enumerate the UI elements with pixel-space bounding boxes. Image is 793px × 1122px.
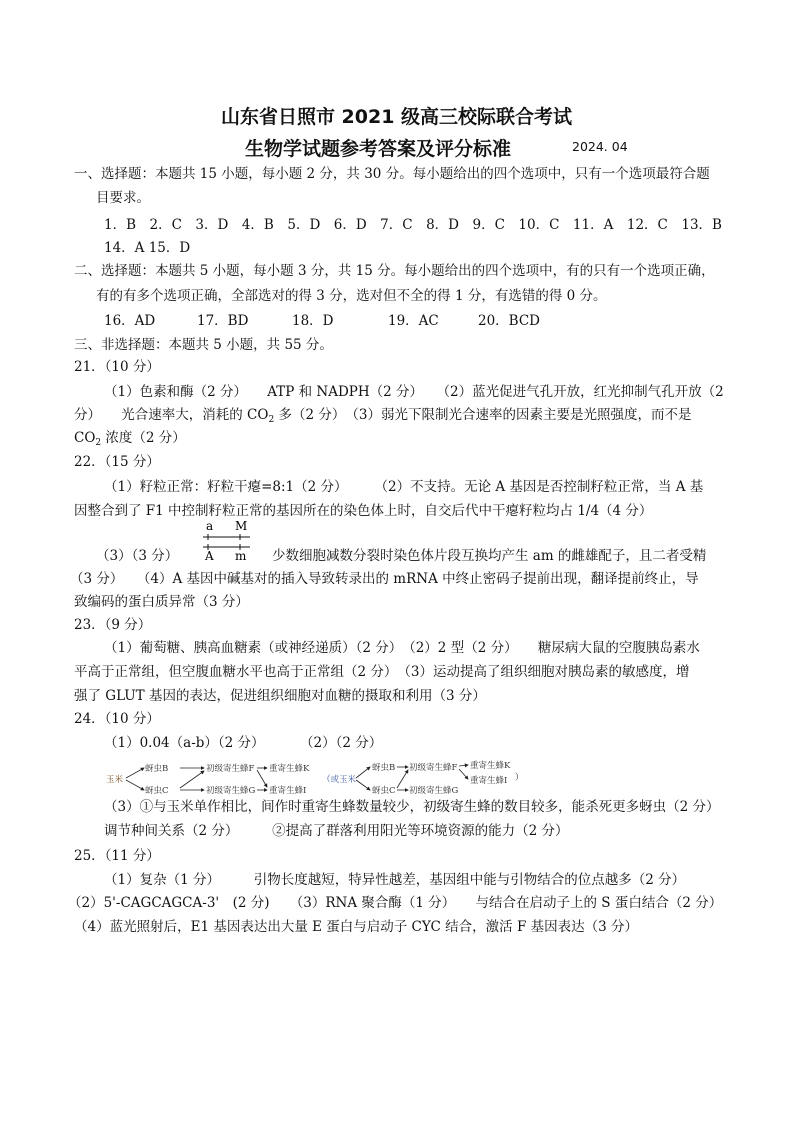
node-hyper-i: 重寄生蜂I bbox=[470, 776, 508, 786]
part1-answers-cont: 14．A 15．D bbox=[104, 240, 191, 256]
node-aphid-c: 蚜虫C bbox=[145, 786, 169, 796]
q23-title: 23．（9 分） bbox=[74, 617, 152, 633]
node-wasp-g: 初级寄生蜂G bbox=[206, 786, 256, 796]
arrow bbox=[126, 780, 144, 790]
arrow bbox=[356, 767, 370, 778]
q21-line3-a: CO bbox=[74, 430, 96, 446]
q24-line3: 调节种间关系（2 分） ②提高了群落利用阳光等环境资源的能力（2 分） bbox=[104, 823, 569, 839]
q21-line2 bbox=[74, 406, 691, 424]
part1-heading-cont: 目要求。 bbox=[96, 190, 150, 206]
q21-line3-b: 浓度（2 分） bbox=[101, 430, 186, 446]
q25-line3: （4）蓝光照射后，E1 基因表达出大量 E 蛋白与启动子 CYC 结合，激活 F 基因表达（3 分） bbox=[74, 919, 639, 935]
q22-line1: （1）籽粒正常：籽粒干瘪=8:1（2 分） （2）不支持。无论 A 基因是否控制籽粒正常，当 A 基 bbox=[104, 479, 704, 495]
q23-line1: （1）葡萄糖、胰高血糖素（或神经递质）（2 分） （2）2 型（2 分） 糖尿病大鼠的空腹胰岛素水 bbox=[104, 640, 700, 656]
q21-line3 bbox=[74, 429, 186, 447]
part2-heading-cont: 有的有多个选项正确，全部选对的得 3 分，选对但不全的得 1 分，有选错的得 0 分。 bbox=[96, 288, 607, 304]
subscript: 2 bbox=[95, 438, 102, 448]
food-web-diagram bbox=[100, 756, 530, 798]
arrow bbox=[459, 769, 468, 779]
q22-line4: （3 分） （4）A 基因中碱基对的插入导致转录出的 mRNA 中终止密码子提前出现，翻译提前终止，导 bbox=[70, 571, 699, 587]
chromosome-diagram bbox=[200, 518, 258, 564]
gene-label: M bbox=[235, 519, 248, 533]
close-paren: ） bbox=[515, 773, 524, 783]
q23-line2: 平高于正常组，但空腹血糖水平也高于正常组（2 分） （3）运动提高了组织细胞对胰岛素的敏感度，增 bbox=[74, 664, 690, 680]
node-wasp-g: 初级寄生蜂G bbox=[409, 786, 459, 796]
q22-line5: 致编码的蛋白质异常（3 分） bbox=[74, 594, 249, 610]
arrow bbox=[126, 768, 144, 778]
q25-line2: （2）5'-CAGCAGCA-3' (2 分) （3）RNA 聚合酶（1 分） 与结合在启动子上的 S 蛋白结合（2 分） bbox=[68, 895, 723, 911]
q21-title: 21．（10 分） bbox=[74, 359, 160, 375]
part2-answer: 17．BD bbox=[197, 313, 249, 329]
q21-line1: （1）色素和酶（2 分） ATP 和 NADPH（2 分） （2）蓝光促进气孔开放，红光抑制气孔开放（2 bbox=[104, 384, 724, 400]
node-hyper-k: 重寄生蜂K bbox=[470, 761, 511, 771]
part2-heading: 二、选择题：本题共 5 小题，每小题 3 分，共 15 分。每小题给出的四个选项中，有的只有一个选项正确， bbox=[74, 263, 715, 279]
document-date: 2024. 04 bbox=[572, 139, 628, 154]
q22-line3-prefix: （3）（3 分） bbox=[96, 548, 179, 564]
q22-line3: 少数细胞减数分裂时染色体片段互换均产生 am 的雌雄配子，且二者受精 bbox=[272, 548, 707, 564]
q21-line2-b: 多（2 分） （3）弱光下限制光合速率的因素主要是光照强度，而不是 bbox=[274, 407, 692, 423]
arrow bbox=[257, 770, 267, 787]
arrow bbox=[356, 780, 370, 790]
node-aphid-b: 蚜虫B bbox=[145, 764, 169, 774]
part2-answer: 19．AC bbox=[388, 313, 439, 329]
node-aphid-b: 蚜虫B bbox=[372, 763, 396, 773]
document-subtitle: 生物学试题参考答案及评分标准 bbox=[245, 138, 512, 160]
q24-title: 24．（10 分） bbox=[74, 711, 160, 727]
node-corn-alt: （或玉米 bbox=[322, 775, 357, 785]
part1-answers: 1．B 2．C 3．D 4．B 5．D 6．D 7．C 8．D 9．C 10．C 11．A 12．C 13．B bbox=[104, 217, 722, 233]
q22-title: 22．（15 分） bbox=[74, 454, 160, 470]
arrow bbox=[180, 771, 204, 788]
subscript: 2 bbox=[268, 415, 275, 425]
arrow bbox=[459, 765, 468, 766]
gene-label: A bbox=[205, 549, 214, 563]
node-wasp-f: 初级寄生蜂F bbox=[206, 764, 255, 774]
part1-heading: 一、选择题：本题共 15 小题，每小题 2 分，共 30 分。每小题给出的四个选项中，只有一个选项最符合题 bbox=[74, 166, 710, 182]
part3-heading: 三、非选择题：本题共 5 小题，共 55 分。 bbox=[74, 337, 333, 353]
node-hyper-k: 重寄生蜂K bbox=[269, 764, 310, 774]
part2-answer: 16．AD bbox=[104, 313, 156, 329]
document-title: 山东省日照市 2021 级高三校际联合考试 bbox=[220, 106, 573, 128]
part2-answer: 18．D bbox=[292, 313, 334, 329]
q24-line1b: （2）（2 分） bbox=[300, 735, 383, 751]
q25-title: 25．（11 分） bbox=[74, 848, 160, 864]
q24-line2: （3）①与玉米单作相比，间作时重寄生蜂数量较少，初级寄生蜂的数目较多，能杀死更多蚜虫（2 分） bbox=[104, 799, 720, 815]
node-aphid-c: 蚜虫C bbox=[372, 786, 396, 796]
node-wasp-f: 初级寄生蜂F bbox=[409, 763, 458, 773]
part2-answer: 20．BCD bbox=[478, 313, 541, 329]
q25-line1: （1）复杂（1 分） 引物长度越短，特异性越差，基因组中能与引物结合的位点越多（2 分） bbox=[104, 872, 686, 888]
q23-line3: 强了 GLUT 基因的表达，促进组织细胞对血糖的摄取和利用（3 分） bbox=[74, 688, 486, 704]
gene-label: a bbox=[206, 519, 214, 533]
gene-label: m bbox=[235, 549, 247, 563]
q22-line2: 因整合到了 F1 中控制籽粒正常的基因所在的染色体上时，自交后代中干瘪籽粒均占 1/4（4 分） bbox=[74, 503, 653, 519]
node-corn: 玉米 bbox=[106, 775, 124, 785]
arrow bbox=[397, 770, 408, 788]
q21-line2-a: 分） 光合速率大，消耗的 CO bbox=[74, 407, 269, 423]
q24-line1a: （1）0.04（a-b）（2 分） bbox=[104, 735, 265, 751]
node-hyper-i: 重寄生蜂I bbox=[269, 786, 307, 796]
